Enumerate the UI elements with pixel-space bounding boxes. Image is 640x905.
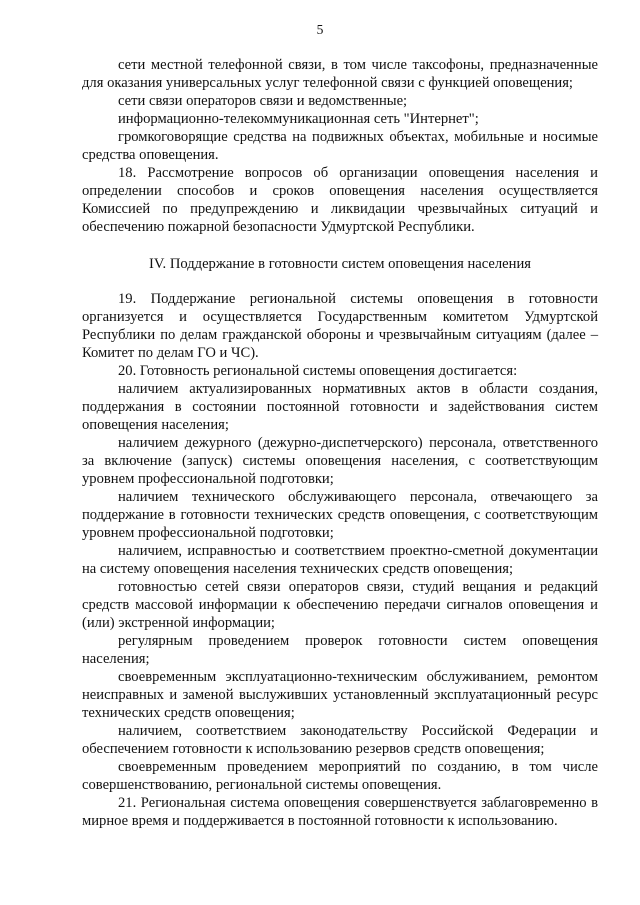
paragraph: регулярным проведением проверок готовности систем оповещения населения; <box>82 633 598 667</box>
paragraph: громкоговорящие средства на подвижных объектах, мобильные и носимые средства оповещения. <box>82 129 598 163</box>
paragraph: готовностью сетей связи операторов связи, студий вещания и редакций средств массовой информации к обеспечению передачи сигналов оповещения и (или) экстренной информации; <box>82 579 598 631</box>
paragraph: сети местной телефонной связи, в том числе таксофоны, предназначенные для оказания универсальных услуг телефонной связи с функцией оповещения; <box>82 57 598 91</box>
paragraph: наличием, исправностью и соответствием проектно-сметной документации на систему оповещения населения технических средств оповещения; <box>82 543 598 577</box>
paragraph: информационно-телекоммуникационная сеть "Интернет"; <box>118 111 479 127</box>
document-body <box>82 56 598 830</box>
paragraph: сети связи операторов связи и ведомственные; <box>118 93 408 109</box>
paragraph: наличием дежурного (дежурно-диспетчерского) персонала, ответственного за включение (запуск) системы оповещения населения, с соответствующим уровнем профессиональной подготовки; <box>82 435 598 487</box>
paragraphs-before-heading <box>82 56 598 236</box>
paragraphs-after-heading <box>82 290 598 830</box>
paragraph: своевременным эксплуатационно-техническим обслуживанием, ремонтом неисправных и заменой выслуживших установленный эксплуатационный ресурс технических средств оповещения; <box>82 669 598 721</box>
paragraph: 19. Поддержание региональной системы оповещения в готовности организуется и осуществляется Государственным комитетом Удмуртской Республики по делам гражданской обороны и чрезвычайным ситуациям (далее – Комитет по делам ГО и ЧС). <box>82 291 598 361</box>
paragraph: наличием актуализированных нормативных актов в области создания, поддержания в состоянии постоянной готовности и задействования систем оповещения населения; <box>82 381 598 433</box>
paragraph: 21. Региональная система оповещения совершенствуется заблаговременно в мирное время и поддерживается в постоянной готовности к использованию. <box>82 795 598 829</box>
paragraph: своевременным проведением мероприятий по созданию, в том числе совершенствованию, региональной системы оповещения. <box>82 759 598 793</box>
paragraph: наличием технического обслуживающего персонала, отвечающего за поддержание в готовности технических средств оповещения, с соответствующим уровнем профессиональной подготовки; <box>82 489 598 541</box>
paragraph: 18. Рассмотрение вопросов об организации оповещения населения и определении способов и сроков оповещения населения осуществляется Комиссией по предупреждению и ликвидации чрезвычайных ситуаций и обеспечению пожарной безопасности Удмуртской Республики. <box>82 165 598 235</box>
paragraph: 20. Готовность региональной системы оповещения достигается: <box>118 363 518 379</box>
page-number: 5 <box>316 22 324 37</box>
section-heading: IV. Поддержание в готовности систем оповещения населения <box>149 256 531 272</box>
paragraph: наличием, соответствием законодательству Российской Федерации и обеспечением готовности к использованию резервов средств оповещения; <box>82 723 598 757</box>
